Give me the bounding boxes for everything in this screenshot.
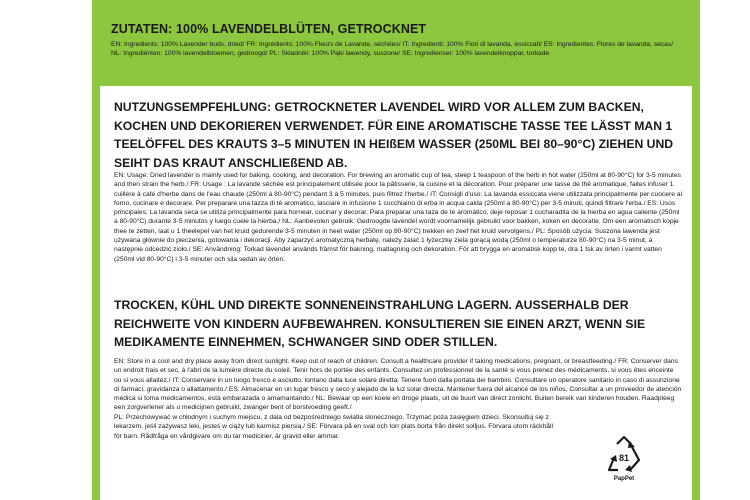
recycling-symbol [599, 434, 649, 494]
usage-heading: NUTZUNGSEMPFEHLUNG: GETROCKNETER LAVENDEL WIRD VOR ALLEM ZUM BACKEN, KOCHEN UND DEKORIEREN VERWENDET. FÜR EINE AROMATISCHE TASSE TEE LÄSST MAN 1 TEELÖFFEL DES KRAUTS 3–5 MINUTEN IN HEIßEM WASSER (250ML BEI 80–90°C) ZIEHEN UND SEIHT DAS KRAUT ANSCHLIEßEND AB. [114, 100, 674, 170]
ingredients-section [100, 0, 692, 86]
recycle-code: 81 [618, 453, 630, 463]
storage-translations: EN: Store in a cool and dry place away from direct sunlight. Keep out of reach of children. Consult a healthcare provider if taking medications, pregnant, or breastfeeding./ FR: Conserver dans un endroit frais et sec, à l'abri de la lumière directe du soleil. Tenir hors de portée des enfants. Consultez un professionnel de la santé si vous prenez des médicaments, si vous êtes enceinte ou si vous allaitez./ IT: Conservare in un luogo fresco e asciutto, lontano dalla luce solare diretta. Tenere fuori dalla portata dei bambini. Consultare un operatore sanitario in caso di assunzione di farmaci, gravidanza o allattamento./ ES: Almacenar en un lugar fresco y seco y alejado de la luz solar directa. Mantener fuera del alcance de los niños. Consultar a un proveedor de atención médica si toma medicamentos, está embarazada o amamantando./ NL: Bewaar op een koele en droge plaats, uit de buurt van direct zonlicht. Buiten bereik van kinderen houden. Raadpleeg een zorgverlener als u medicijnen gebruikt, zwanger bent of borstvoeding geeft./ [114, 358, 682, 412]
usage-translations: EN: Usage: Dried lavender is mainly used for baking, cooking, and decoration. For brewing an aromatic cup of tea, steep 1 teaspoon of the herb in hot water (250ml at 80-90°C) for 3-5 minutes and then strain the herb./ FR: Usage : La lavande séchée est principalement utilisée pour la pâtisserie, la cuisine et la décoration. Pour préparer une tasse de thé aromatique, faites infuser 1 cuillère à café d'herbe dans de l'eau chaude (250ml à 80-90°C) pendant 3 à 5 minutes, puis filtrez l'herbe./ IT: Consigli d'uso: La lavanda essiccata viene utilizzata principalmente per cuocere al forno, cucinare e decorare. Per preparare una tazza di tè aromatico, lasciare in infusione 1 cucchiaino di erba in acqua calda (250ml a 80-90°C) per 3-5 minuti, quindi filtrare l'erba./ ES: Usos principales: La lavanda seca se utiliza principalmente para hornear, cocinar y decorar. Para preparar una taza de té aromático, deje reposar 1 cucharadita de la hierba en agua caliente (250ml a 80-90°C) durante 3-5 minutos y luego cuele la hierba./ NL: Aanbevolen gebruik: Gedroogde lavendel wordt voornamelijk gebruikt voor bakken, koken en decoratie. Om een aromatisch kopje thee te zetten, laat u 1 theelepel van het kruid gedurende 3-5 minuten in heet water (250ml op 80-90°C) trekken en zeef het kruid vervolgens./ PL: Sposób użycia: Suszona lawenda jest używana głównie do pieczenia, gotowania i dekoracji. Aby zaparzyć aromatyczną herbatę, należy zalać 1 łyżeczkę ziela gorącą wodą (250ml o temperaturze 80-90°C) na 3-5 minut, a następnie odcedzić zioło./ SE: Användning: Torkad lavendel används främst för bakning, matlagning och dekoration. För att brygga en aromatisk kopp te, dra 1 tsk av örten i varmt vatten (250ml vid 80-90°C) i 3-5 minuter och sila sedan av örten. [114, 172, 682, 263]
storage-translations-continued: PL: Przechowywać w chłodnym i suchym miejscu, z dala od bezpośredniego światła słonecznego. Trzymać poza zasięgiem dzieci. Skonsultuj się z lekarzem, jeśli zażywasz leki, jesteś w ciąży lub karmisz piersią./ SE: Förvara på en sval och torr plats borta från direkt solljus. Förvara utom räckhåll för barn. Rådfråga en vårdgivare om du tar mediciner, är gravid eller ammar. [114, 414, 553, 440]
recycle-label: PapPet [613, 476, 635, 482]
recycle-icon [599, 434, 649, 478]
storage-heading: TROCKEN, KÜHL UND DIREKTE SONNENEINSTRAHLUNG LAGERN. AUSSERHALB DER REICHWEITE VON KINDERN AUFBEWAHREN. KONSULTIEREN SIE EINEN ARZT, WENN SIE MEDIKAMENTE EINNEHMEN, SCHWANGER SIND ODER STILLEN. [114, 298, 646, 349]
ingredients-translations: EN: Ingredients: 100% Lavender buds, dried/ FR: Ingrédients: 100% Fleurs de Lavande, séchées/ IT: Ingredienti: 100% Fiori di lavanda, essiccati/ ES: Ingredientes: Flores de lavanda, secas/ NL: Ingrediënten: 100% lavendelbloemen, gedroogd/ PL: Składniki: 100% Pąki lawendy, suszone/ SE: Ingredienser: 100% lavendelknoppar, torkade [111, 41, 674, 58]
label-panel [100, 0, 692, 500]
ingredients-title: ZUTATEN: 100% LAVENDELBLÜTEN, GETROCKNET [111, 22, 427, 36]
